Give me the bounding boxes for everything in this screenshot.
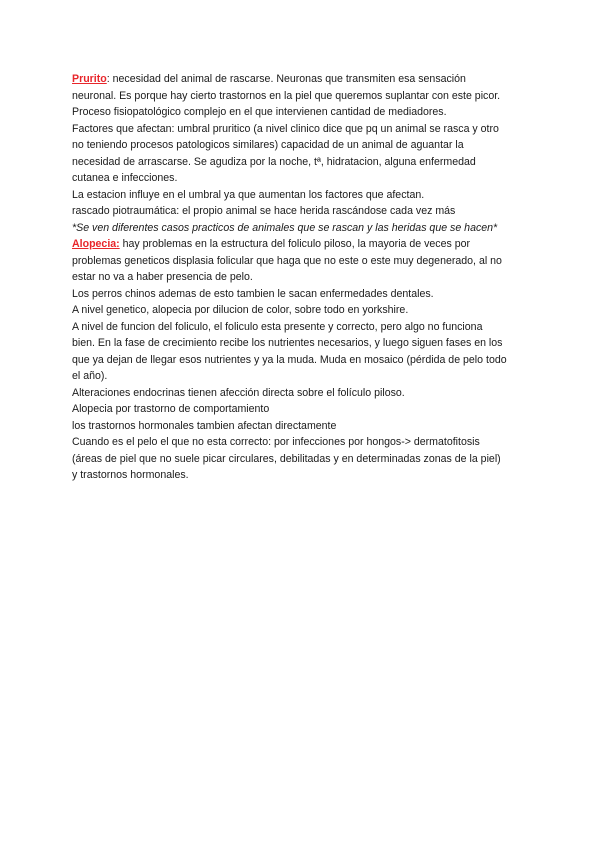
paragraph-line: el año).	[72, 370, 108, 382]
paragraph-line: cutanea e infecciones.	[72, 172, 178, 184]
paragraph-line: necesidad de arrascarse. Se agudiza por la noche, tª, hidratacion, alguna enfermedad	[72, 155, 476, 168]
paragraph-line: A nivel de funcion del foliculo, el foliculo esta presente y correcto, pero algo no funciona	[72, 320, 483, 333]
paragraph-line: los trastornos hormonales tambien afectan directamente	[72, 419, 337, 432]
paragraph-line: estar no va a haber presencia de pelo.	[72, 271, 253, 283]
paragraph-line: rascado piotraumática: el propio animal se hace herida rascándose cada vez más	[72, 205, 456, 217]
paragraph-line: A nivel genetico, alopecia por dilucion de color, sobre todo en yorkshire.	[72, 304, 409, 316]
paragraph-line: Los perros chinos ademas de esto tambien le sacan enfermedades dentales.	[72, 287, 434, 300]
section-heading-text: hay problemas en la estructura del foliculo piloso, la mayoria de veces por	[119, 238, 471, 250]
section-heading: Alopecia:	[72, 238, 120, 250]
paragraph-line: Factores que afectan: umbral pruritico (a nivel clinico dice que pq un animal se rasca y otro	[72, 122, 499, 135]
paragraph-line: Cuando es el pelo el que no esta correcto: por infecciones por hongos-> dermatofitosis	[72, 436, 480, 448]
section-alopecia	[72, 236, 532, 484]
paragraph-line: Proceso fisiopatológico complejo en el que intervienen cantidad de mediadores.	[72, 106, 447, 118]
paragraph-line: que ya dejan de llegar esos nutrientes y ya la muda. Muda en mosaico (pérdida de pelo todo	[72, 353, 507, 366]
paragraph-line: bien. En la fase de crecimiento recibe los nutrientes necesarios, y luego siguen fases en los	[72, 337, 503, 349]
section-heading-text: : necesidad del animal de rascarse. Neuronas que transmiten esa sensación	[106, 73, 466, 85]
paragraph-line: y trastornos hormonales.	[72, 469, 189, 481]
paragraph-line: problemas geneticos displasia folicular que haga que no este o este muy degenerado, al no	[72, 254, 502, 267]
paragraph-line: La estacion influye en el umbral ya que aumentan los factores que afectan.	[72, 188, 425, 201]
paragraph-line: neuronal. Es porque hay cierto trastornos en la piel que queremos suplantar con este picor.	[72, 89, 501, 102]
paragraph-line: (áreas de piel que no suele picar circulares, debilitadas y en determinadas zonas de la piel)	[72, 452, 501, 465]
italic-note: *Se ven diferentes casos practicos de animales que se rascan y las heridas que se hacen*	[72, 221, 498, 234]
section-prurito	[72, 71, 532, 236]
section-heading-line	[72, 71, 532, 88]
paragraph-line: no teniendo procesos patologicos similares) capacidad de un animal de aguantar la	[72, 139, 464, 151]
paragraph-line: Alteraciones endocrinas tienen afección directa sobre el folículo piloso.	[72, 386, 405, 399]
section-heading-line	[72, 236, 532, 253]
paragraph-line: Alopecia por trastorno de comportamiento	[72, 403, 270, 415]
section-heading: Prurito	[72, 73, 107, 85]
